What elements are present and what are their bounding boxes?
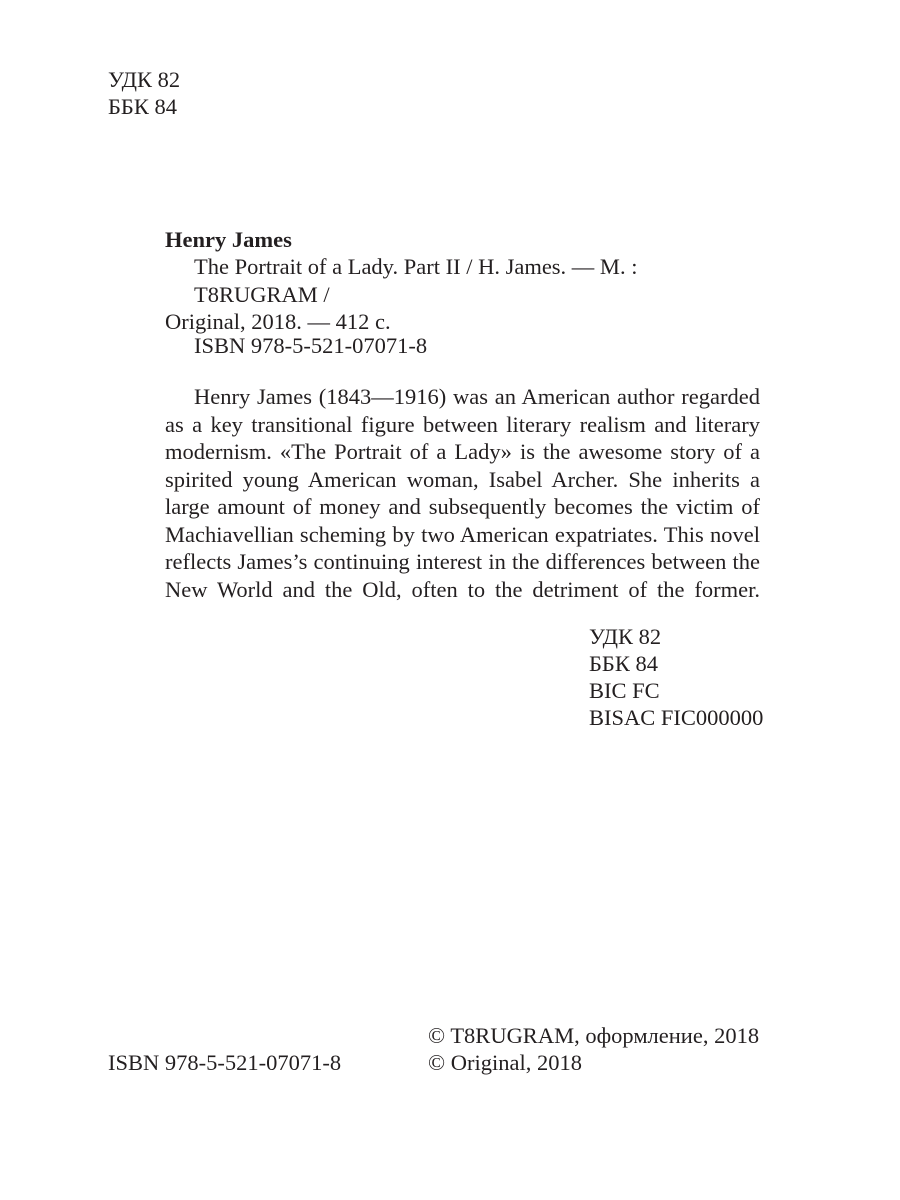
bisac-code: BISAC FIC000000 <box>589 705 764 730</box>
classification-codes <box>589 623 763 731</box>
header-classification-codes <box>108 66 180 120</box>
header-udk-code: УДК 82 <box>108 67 181 92</box>
author-name: Henry James <box>165 227 292 252</box>
isbn-record: ISBN 978-5-521-07071-8 <box>194 333 428 358</box>
copyright-original: © Original, 2018 <box>428 1050 582 1075</box>
bbk-code: ББК 84 <box>589 651 658 676</box>
annotation <box>165 383 760 603</box>
bibliographic-publisher-line: Original, 2018. — 412 c. <box>165 309 391 334</box>
bic-code: BIC FC <box>589 678 660 703</box>
header-bbk-code: ББК 84 <box>108 94 177 119</box>
bibliographic-description <box>165 253 760 336</box>
bibliographic-title-line: The Portrait of a Lady. Part II / H. James. — M. : T8RUGRAM / <box>194 254 638 307</box>
copyright-notices <box>428 1022 759 1076</box>
udk-code: УДК 82 <box>589 624 662 649</box>
annotation-text: Henry James (1843—1916) was an American author regarded as a key transitional figure between literary realism and literary modernism. «The Portrait of a Lady» is the awesome story of a spirited young American woman, Isabel Archer. She inherits a large amount of money and subsequently becomes the victim of Machiavellian scheming by two American expatriates. This novel reflects James’s continuing interest in the differences between the New World and the Old, often to the detriment of the former. <box>165 384 760 602</box>
footer-isbn: ISBN 978-5-521-07071-8 <box>108 1050 342 1075</box>
copyright-design: © T8RUGRAM, оформление, 2018 <box>428 1023 760 1048</box>
